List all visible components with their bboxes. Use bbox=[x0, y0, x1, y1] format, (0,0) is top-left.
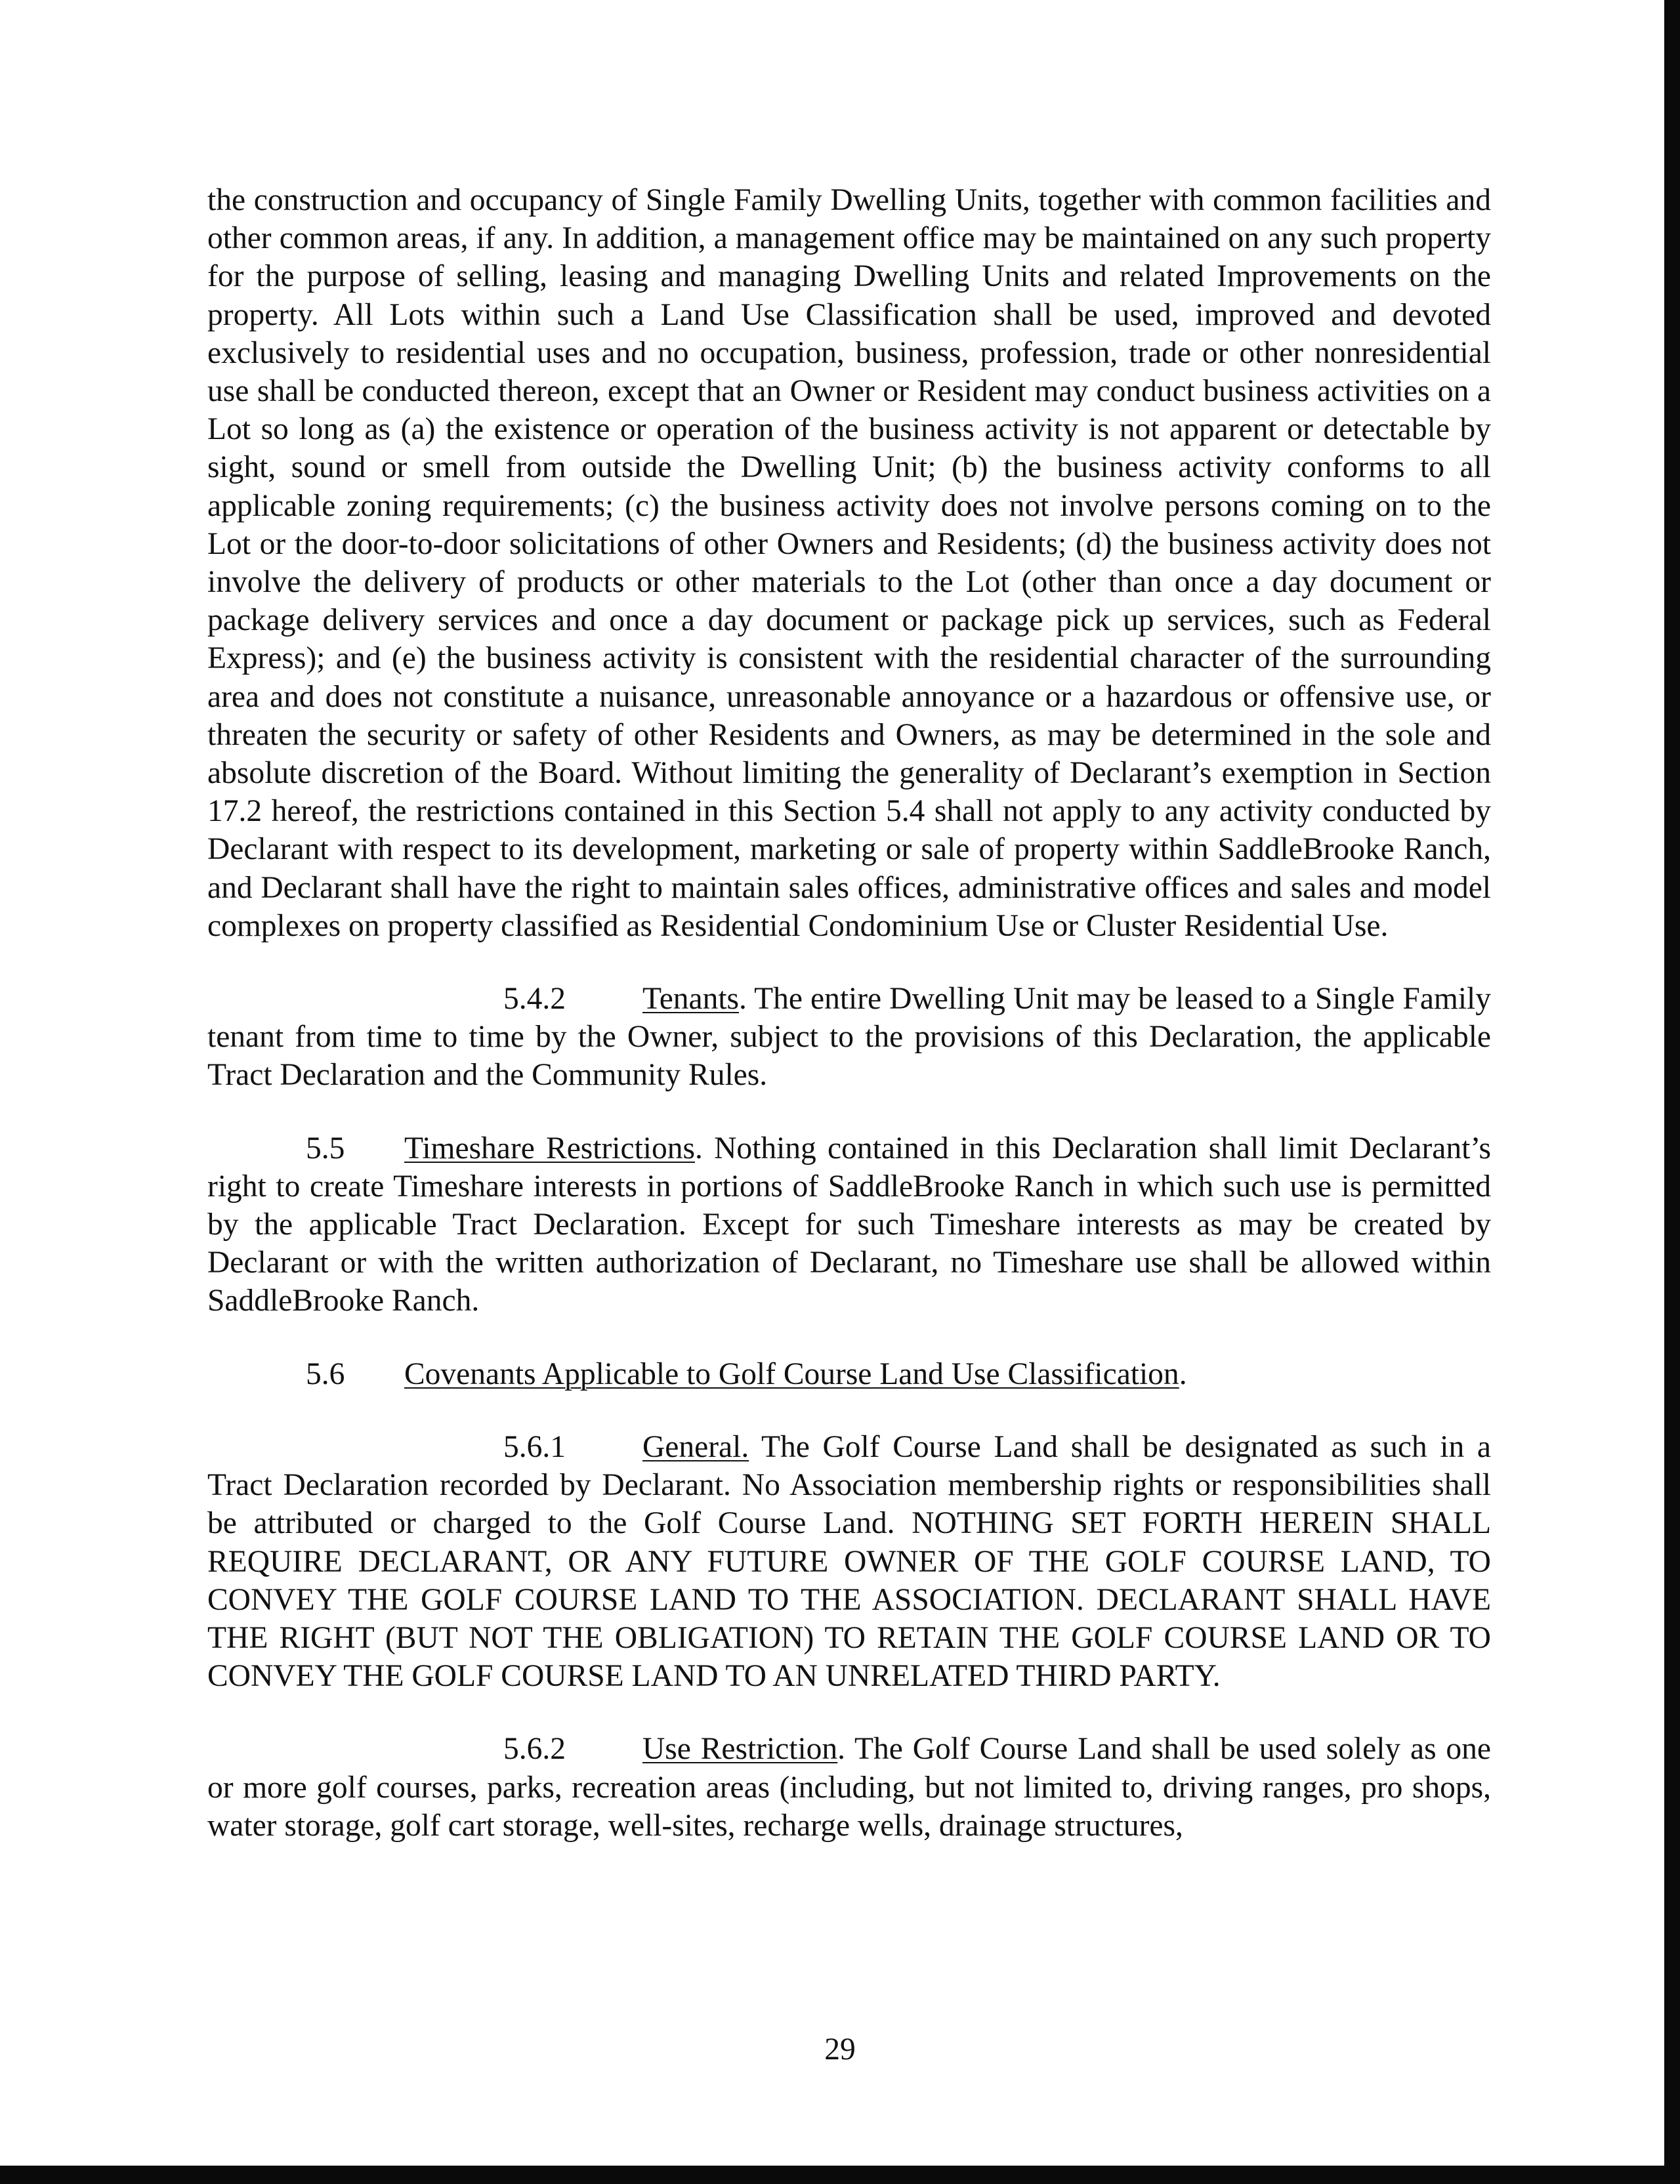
section-number: 5.6.1 bbox=[503, 1429, 566, 1464]
section-5-5: 5.5 Timeshare Restrictions. Nothing contained in this Declaration shall limit Declarant’s right to create Timeshare interests in portions of SaddleBrooke Ranch in which such use is permitted by the applicable Tract Declaration. Except for such Timeshare interests as may be created by Declarant or with the written authorization of Declarant, no Timeshare use shall be allowed within SaddleBrooke Ranch. bbox=[207, 1129, 1491, 1320]
page-number: 29 bbox=[824, 2032, 856, 2067]
section-5-6-1 bbox=[207, 1428, 1491, 1695]
scan-border-right bbox=[1664, 0, 1680, 2184]
section-heading: Use Restriction bbox=[642, 1732, 838, 1767]
section-heading: Tenants bbox=[642, 982, 740, 1017]
scan-border-bottom bbox=[0, 2166, 1680, 2184]
section-number: 5.5 bbox=[306, 1131, 345, 1166]
section-text: Nothing contained in this Declaration shall limit Declarant’s right to create Timeshare interests in portions of SaddleBrooke Ranch in which such use is permitted by the applicable Tract Declaration. Except for such Timeshare interests as may be created by Declarant or with the written authorization of Declarant, no Timeshare use shall be allowed within SaddleBrooke Ranch. bbox=[207, 1131, 1491, 1318]
section-number: 5.6 bbox=[306, 1356, 345, 1391]
section-5-6-2: 5.6.2 Use Restriction. The Golf Course Land shall be used solely as one or more golf courses, parks, recreation areas (including, but not limited to, driving ranges, pro shops, water storage, golf cart storage, well-sites, recharge wells, drainage structures, bbox=[207, 1730, 1491, 1845]
section-number: 5.4.2 bbox=[503, 982, 566, 1017]
section-5-4-2: 5.4.2 Tenants. The entire Dwelling Unit may be leased to a Single Family tenant from time to time by the Owner, subject to the provisions of this Declaration, the applicable Tract Declaration and the Community Rules. bbox=[207, 980, 1491, 1095]
document-body bbox=[207, 181, 1491, 1845]
section-heading: Covenants Applicable to Golf Course Land Use Classification bbox=[404, 1356, 1179, 1391]
section-5-6: 5.6 Covenants Applicable to Golf Course Land Use Classification. bbox=[207, 1355, 1491, 1393]
intro-paragraph: the construction and occupancy of Single Family Dwelling Units, together with common facilities and other common areas, if any. In addition, a management office may be maintained on any such property for the purpose of selling, leasing and managing Dwelling Units and related Improvements on the property. All Lots within such a Land Use Classification shall be used, improved and devoted exclusively to residential uses and no occupation, business, profession, trade or other nonresidential use shall be conducted thereon, except that an Owner or Resident may conduct business activities on a Lot so long as (a) the existence or operation of the business activity is not apparent or detectable by sight, sound or smell from outside the Dwelling Unit; (b) the business activity conforms to all applicable zoning requirements; (c) the business activity does not involve persons coming on to the Lot or the door-to-door solicitations of other Owners and Residents; (d) the business activity does not involve the delivery of products or other materials to the Lot (other than once a day document or package delivery services and once a day document or package pick up services, such as Federal Express); and (e) the business activity is consistent with the residential character of the surrounding area and does not constitute a nuisance, unreasonable annoyance or a hazardous or offensive use, or threaten the security or safety of other Residents and Owners, as may be determined in the sole and absolute discretion of the Board. Without limiting the generality of Declarant’s exemption in Section 17.2 hereof, the restrictions contained in this Section 5.4 shall not apply to any activity conducted by Declarant with respect to its development, marketing or sale of property within SaddleBrooke Ranch, and Declarant shall have the right to maintain sales offices, administrative offices and sales and model complexes on property classified as Residential Condominium Use or Cluster Residential Use. bbox=[207, 183, 1491, 943]
section-text: The Golf Course Land shall be designated as such in a Tract Declaration recorded by Declarant. No Association membership rights or responsibilities shall be attributed or charged to the Golf Course Land. NOTHING SET FORTH HEREIN SHALL REQUIRE DECLARANT, OR ANY FUTURE OWNER OF THE GOLF COURSE LAND, TO CONVEY THE GOLF COURSE LAND TO THE ASSOCIATION. DECLARANT SHALL HAVE THE RIGHT (BUT NOT THE OBLIGATION) TO RETAIN THE GOLF COURSE LAND OR TO CONVEY THE GOLF COURSE LAND TO AN UNRELATED THIRD PARTY. bbox=[207, 1429, 1491, 1694]
section-text: The Golf Course Land shall be used solely as one or more golf courses, parks, recreation areas (including, but not limited to, driving ranges, pro shops, water storage, golf cart storage, well-sites, recharge wells, drainage structures, bbox=[207, 1732, 1492, 1843]
section-heading: General. bbox=[642, 1429, 749, 1464]
section-text: The entire Dwelling Unit may be leased to a Single Family tenant from time to time by the Owner, subject to the provisions of this Declaration, the applicable Tract Declaration and the Community Rules. bbox=[207, 982, 1491, 1093]
section-heading: Timeshare Restrictions bbox=[404, 1131, 695, 1166]
section-number: 5.6.2 bbox=[503, 1732, 566, 1767]
